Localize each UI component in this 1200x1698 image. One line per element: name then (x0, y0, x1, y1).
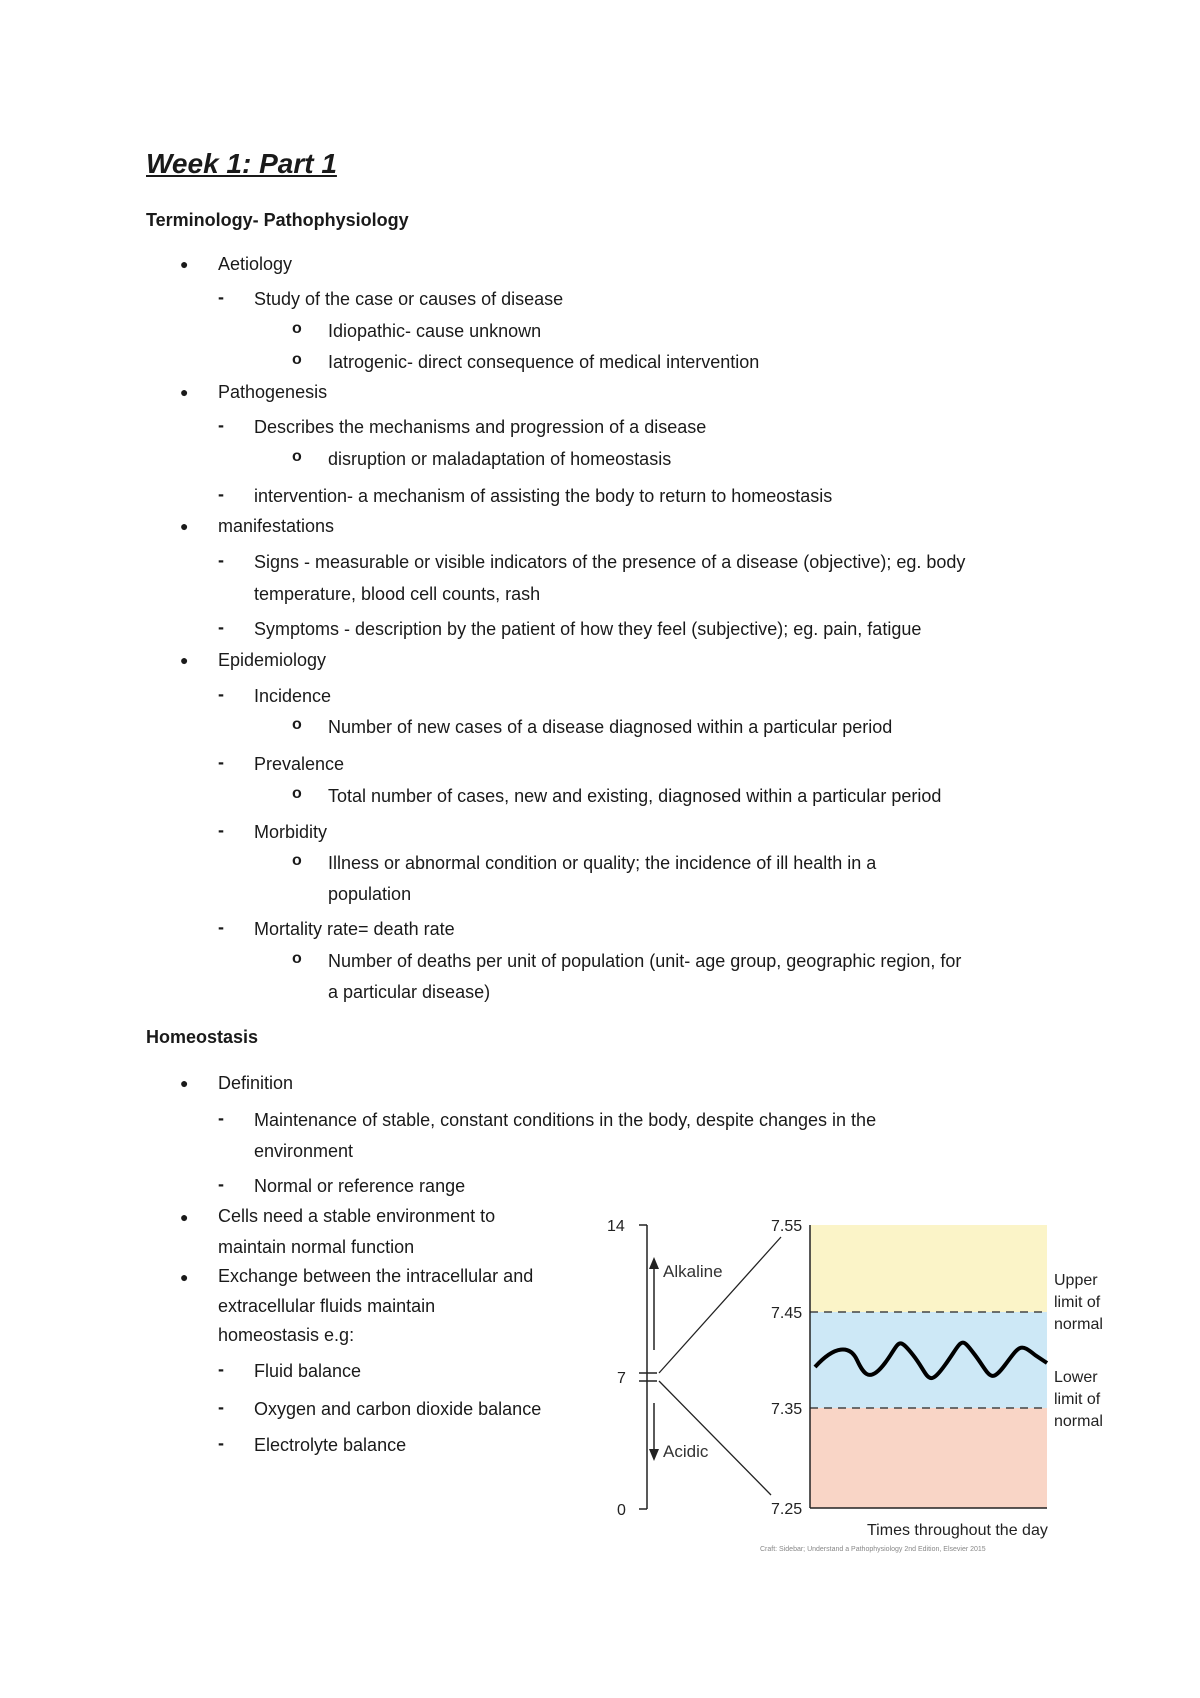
alkaline-zone (810, 1225, 1047, 1312)
list-item-oxygen: Oxygen and carbon dioxide balance (254, 1399, 542, 1419)
ph-label-735: 7.35 (771, 1401, 803, 1418)
section-heading-homeostasis: Homeostasis (146, 1027, 259, 1047)
list-item-morbidity-desc-cont: population (328, 884, 412, 904)
bullet-icon: ● (180, 384, 189, 400)
arrow-up-icon (649, 1257, 659, 1269)
circle-bullet-icon: o (292, 351, 302, 368)
section-heading-terminology: Terminology- Pathophysiology (146, 210, 409, 230)
list-item-iatrogenic: Iatrogenic- direct consequence of medical intervention (328, 352, 760, 372)
connector-line-lower (659, 1381, 771, 1495)
list-item-aetiology-study: Study of the case or causes of disease (254, 289, 564, 309)
list-item-signs: Signs - measurable or visible indicators of the presence of a disease (objective); eg. body (254, 552, 966, 572)
circle-bullet-icon: o (292, 320, 302, 337)
circle-bullet-icon: o (292, 950, 302, 967)
list-item-definition-desc: Maintenance of stable, constant conditions in the body, despite changes in the (254, 1110, 877, 1130)
list-item-cells: Cells need a stable environment to (218, 1206, 496, 1226)
scale-label-7: 7 (617, 1370, 626, 1387)
arrow-down-icon (649, 1449, 659, 1461)
x-axis-label: Times throughout the day (867, 1522, 1048, 1539)
list-item-symptoms: Symptoms - description by the patient of how they feel (subjective); eg. pain, fatigue (254, 619, 922, 639)
bullet-icon: ● (180, 256, 189, 272)
upper-limit-label-2: limit of (1054, 1294, 1101, 1311)
list-item-intervention: intervention- a mechanism of assisting the body to return to homeostasis (254, 486, 833, 506)
list-item-aetiology: Aetiology (218, 254, 293, 274)
dash-icon: - (218, 820, 224, 840)
list-item-morbidity: Morbidity (254, 822, 328, 842)
list-item-manifestations: manifestations (218, 516, 335, 536)
upper-limit-label-3: normal (1054, 1316, 1103, 1333)
dash-icon: - (218, 917, 224, 937)
acidic-label: Acidic (663, 1442, 709, 1461)
dash-icon: - (218, 1433, 224, 1453)
bullet-icon: ● (180, 652, 189, 668)
circle-bullet-icon: o (292, 716, 302, 733)
ph-label-745: 7.45 (771, 1305, 803, 1322)
dash-icon: - (218, 287, 224, 307)
list-item-definition: Definition (218, 1073, 294, 1093)
dash-icon: - (218, 617, 224, 637)
list-item-mortality-desc-cont: a particular disease) (328, 982, 491, 1002)
list-item-prevalence-desc: Total number of cases, new and existing, diagnosed within a particular period (328, 786, 942, 806)
acidic-zone (810, 1408, 1047, 1508)
list-item-exchange-cont2: homeostasis e.g: (218, 1325, 355, 1345)
dash-icon: - (218, 484, 224, 504)
dash-icon: - (218, 1108, 224, 1128)
list-item-exchange: Exchange between the intracellular and (218, 1266, 534, 1286)
list-item-normal-range: Normal or reference range (254, 1176, 466, 1196)
list-item-incidence: Incidence (254, 686, 332, 706)
list-item-electrolyte: Electrolyte balance (254, 1435, 407, 1455)
normal-zone (810, 1312, 1047, 1408)
bullet-icon: ● (180, 1269, 189, 1285)
ph-homeostasis-diagram (595, 1205, 1125, 1555)
scale-label-0: 0 (617, 1502, 626, 1519)
ph-label-755: 7.55 (771, 1218, 803, 1235)
bullet-icon: ● (180, 1209, 189, 1225)
lower-limit-label-3: normal (1054, 1413, 1103, 1430)
list-item-mortality: Mortality rate= death rate (254, 919, 455, 939)
list-item-epidemiology: Epidemiology (218, 650, 327, 670)
lower-limit-label-1: Lower (1054, 1369, 1098, 1386)
list-item-pathogenesis: Pathogenesis (218, 382, 328, 402)
list-item-fluid: Fluid balance (254, 1361, 362, 1381)
connector-line-upper (659, 1237, 781, 1373)
dash-icon: - (218, 752, 224, 772)
dash-icon: - (218, 684, 224, 704)
bullet-icon: ● (180, 1075, 189, 1091)
lower-limit-label-2: limit of (1054, 1391, 1101, 1408)
list-item-signs-cont: temperature, blood cell counts, rash (254, 584, 541, 604)
circle-bullet-icon: o (292, 448, 302, 465)
figure-caption: Craft: Sidebar; Understand a Pathophysiology 2nd Edition, Elsevier 2015 (760, 1546, 986, 1553)
list-item-incidence-desc: Number of new cases of a disease diagnosed within a particular period (328, 717, 893, 737)
circle-bullet-icon: o (292, 785, 302, 802)
list-item-mortality-desc: Number of deaths per unit of population (unit- age group, geographic region, for (328, 951, 962, 971)
alkaline-label: Alkaline (663, 1262, 723, 1281)
list-item-pathogenesis-desc: Describes the mechanisms and progression of a disease (254, 417, 707, 437)
dash-icon: - (218, 550, 224, 570)
ph-label-725: 7.25 (771, 1501, 803, 1518)
list-item-morbidity-desc: Illness or abnormal condition or quality; the incidence of ill health in a (328, 853, 877, 873)
list-item-definition-desc-cont: environment (254, 1141, 354, 1161)
scale-label-14: 14 (607, 1218, 625, 1235)
list-item-cells-cont: maintain normal function (218, 1237, 415, 1257)
list-item-prevalence: Prevalence (254, 754, 345, 774)
bullet-icon: ● (180, 518, 189, 534)
circle-bullet-icon: o (292, 852, 302, 869)
list-item-exchange-cont: extracellular fluids maintain (218, 1296, 436, 1316)
dash-icon: - (218, 1397, 224, 1417)
upper-limit-label-1: Upper (1054, 1272, 1098, 1289)
dash-icon: - (218, 415, 224, 435)
list-item-idiopathic: Idiopathic- cause unknown (328, 321, 542, 341)
dash-icon: - (218, 1174, 224, 1194)
page-title: Week 1: Part 1 (146, 148, 337, 179)
list-item-disruption: disruption or maladaptation of homeostasis (328, 449, 672, 469)
dash-icon: - (218, 1359, 224, 1379)
